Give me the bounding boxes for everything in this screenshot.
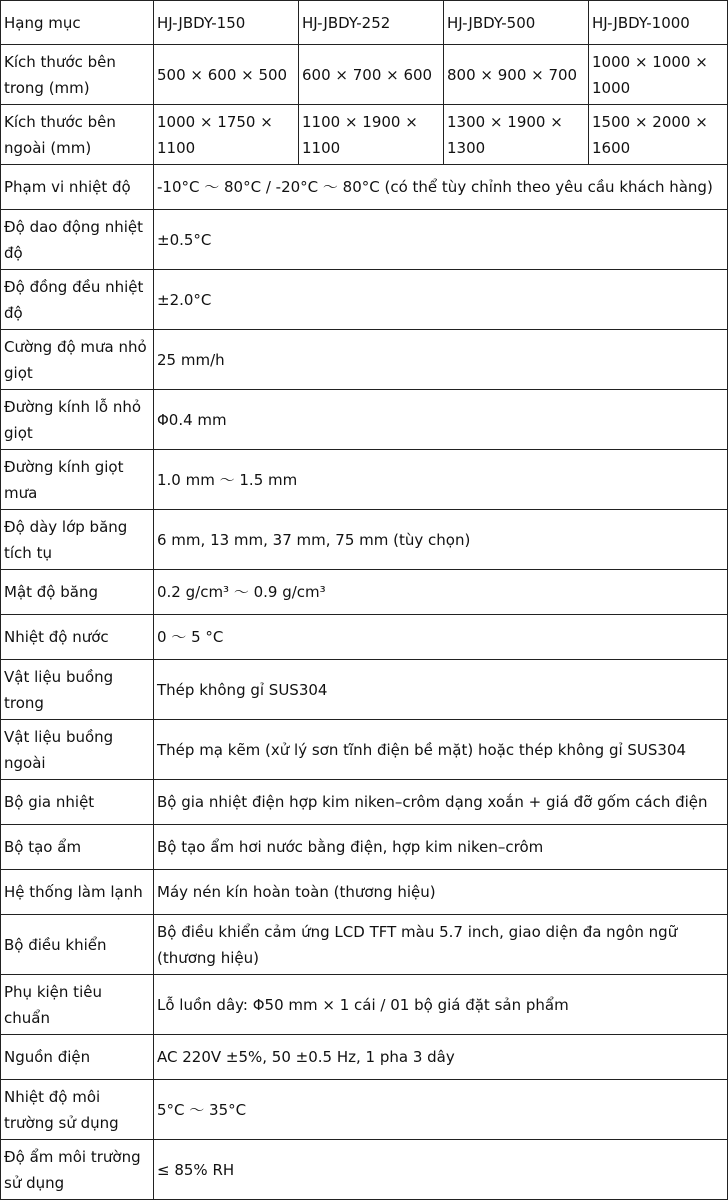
row-value: 600 × 700 × 600	[299, 45, 444, 105]
header-cell-model: HJ-JBDY-1000	[589, 1, 728, 45]
table-row	[1, 1140, 728, 1200]
table-row	[1, 780, 728, 825]
row-value: 1500 × 2000 × 1600	[589, 105, 728, 165]
header-cell-model: HJ-JBDY-252	[299, 1, 444, 45]
table-row	[1, 720, 728, 780]
table-row	[1, 450, 728, 510]
row-value: Máy nén kín hoàn toàn (thương hiệu)	[154, 870, 728, 915]
row-value: 6 mm, 13 mm, 37 mm, 75 mm (tùy chọn)	[154, 510, 728, 570]
row-label: Độ đồng đều nhiệt độ	[1, 270, 154, 330]
row-value: 0 ～ 5 °C	[154, 615, 728, 660]
row-value: Φ0.4 mm	[154, 390, 728, 450]
row-value: Thép mạ kẽm (xử lý sơn tĩnh điện bề mặt) hoặc thép không gỉ SUS304	[154, 720, 728, 780]
table-row	[1, 105, 728, 165]
table-row	[1, 660, 728, 720]
table-row	[1, 825, 728, 870]
table-row	[1, 915, 728, 975]
row-value: Bộ điều khiển cảm ứng LCD TFT màu 5.7 inch, giao diện đa ngôn ngữ (thương hiệu)	[154, 915, 728, 975]
table-row	[1, 270, 728, 330]
table-row	[1, 870, 728, 915]
header-cell-model: HJ-JBDY-500	[444, 1, 589, 45]
row-label: Hệ thống làm lạnh	[1, 870, 154, 915]
row-label: Vật liệu buồng trong	[1, 660, 154, 720]
row-value: 0.2 g/cm³ ～ 0.9 g/cm³	[154, 570, 728, 615]
row-label: Kích thước bên ngoài (mm)	[1, 105, 154, 165]
header-row	[1, 1, 728, 45]
row-label: Độ dày lớp băng tích tụ	[1, 510, 154, 570]
row-value: 1000 × 1000 × 1000	[589, 45, 728, 105]
row-value: AC 220V ±5%, 50 ±0.5 Hz, 1 pha 3 dây	[154, 1035, 728, 1080]
row-label: Bộ điều khiển	[1, 915, 154, 975]
row-label: Mật độ băng	[1, 570, 154, 615]
row-value: ≤ 85% RH	[154, 1140, 728, 1200]
table-row	[1, 330, 728, 390]
header-cell-model: HJ-JBDY-150	[154, 1, 299, 45]
row-value: 1100 × 1900 × 1100	[299, 105, 444, 165]
row-value: Lỗ luồn dây: Φ50 mm × 1 cái / 01 bộ giá đặt sản phẩm	[154, 975, 728, 1035]
header-cell-category: Hạng mục	[1, 1, 154, 45]
table-row	[1, 45, 728, 105]
row-value: 500 × 600 × 500	[154, 45, 299, 105]
row-value: ±0.5°C	[154, 210, 728, 270]
row-value: Bộ tạo ẩm hơi nước bằng điện, hợp kim niken–crôm	[154, 825, 728, 870]
row-label: Nhiệt độ môi trường sử dụng	[1, 1080, 154, 1140]
row-label: Đường kính lỗ nhỏ giọt	[1, 390, 154, 450]
table-row	[1, 615, 728, 660]
row-label: Phạm vi nhiệt độ	[1, 165, 154, 210]
table-row	[1, 165, 728, 210]
row-label: Độ ẩm môi trường sử dụng	[1, 1140, 154, 1200]
row-label: Phụ kiện tiêu chuẩn	[1, 975, 154, 1035]
row-label: Bộ gia nhiệt	[1, 780, 154, 825]
row-value: Bộ gia nhiệt điện hợp kim niken–crôm dạng xoắn + giá đỡ gốm cách điện	[154, 780, 728, 825]
row-value: ±2.0°C	[154, 270, 728, 330]
row-label: Nguồn điện	[1, 1035, 154, 1080]
row-label: Bộ tạo ẩm	[1, 825, 154, 870]
table-row	[1, 975, 728, 1035]
row-value: Thép không gỉ SUS304	[154, 660, 728, 720]
row-label: Đường kính giọt mưa	[1, 450, 154, 510]
row-label: Cường độ mưa nhỏ giọt	[1, 330, 154, 390]
table-row	[1, 390, 728, 450]
row-value: 5°C ～ 35°C	[154, 1080, 728, 1140]
row-value: 25 mm/h	[154, 330, 728, 390]
row-value: -10°C ～ 80°C / -20°C ～ 80°C (có thể tùy chỉnh theo yêu cầu khách hàng)	[154, 165, 728, 210]
table-row	[1, 570, 728, 615]
row-label: Độ dao động nhiệt độ	[1, 210, 154, 270]
table-row	[1, 1035, 728, 1080]
row-value: 1300 × 1900 × 1300	[444, 105, 589, 165]
table-row	[1, 210, 728, 270]
row-label: Vật liệu buồng ngoài	[1, 720, 154, 780]
row-label: Kích thước bên trong (mm)	[1, 45, 154, 105]
row-value: 800 × 900 × 700	[444, 45, 589, 105]
table-row	[1, 1080, 728, 1140]
table-row	[1, 510, 728, 570]
row-value: 1.0 mm ～ 1.5 mm	[154, 450, 728, 510]
row-value: 1000 × 1750 × 1100	[154, 105, 299, 165]
row-label: Nhiệt độ nước	[1, 615, 154, 660]
